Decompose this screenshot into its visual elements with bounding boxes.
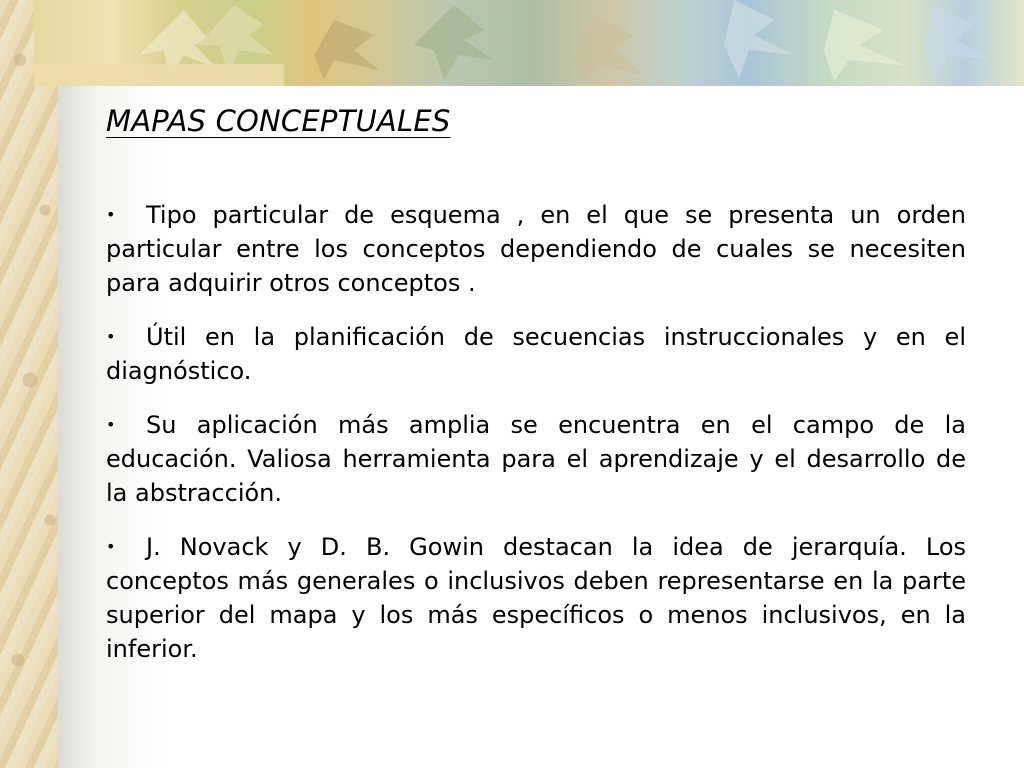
- banner-strip: [34, 64, 284, 86]
- bullet-text: Su aplicación más amplia se encuentra en el campo de la educación. Valiosa herramienta para el aprendizaje y el desarrollo de la abstracción.: [106, 411, 966, 507]
- bullet-text: Útil en la planificación de secuencias instruccionales y en el diagnóstico.: [106, 323, 966, 385]
- bullet-item: [106, 320, 966, 388]
- bullet-item: [106, 408, 966, 510]
- bullet-list: [106, 198, 966, 666]
- bullet-text: J. Novack y D. B. Gowin destacan la idea de jerarquía. Los conceptos más generales o inclusivos deben representarse en la parte superior del mapa y los más específicos o menos inclusivos, en la inferior.: [106, 533, 966, 663]
- bullet-icon: •: [106, 205, 116, 224]
- bullet-icon: •: [106, 415, 116, 434]
- bullet-text: Tipo particular de esquema , en el que se presenta un orden particular entre los conceptos dependiendo de cuales se necesiten para adquirir otros conceptos .: [106, 201, 966, 297]
- bullet-item: [106, 198, 966, 300]
- slide-title: MAPAS CONCEPTUALES: [106, 104, 451, 138]
- bullet-icon: •: [106, 327, 116, 346]
- slide-content: [106, 100, 966, 686]
- bullet-item: [106, 530, 966, 666]
- bullet-icon: •: [106, 537, 116, 556]
